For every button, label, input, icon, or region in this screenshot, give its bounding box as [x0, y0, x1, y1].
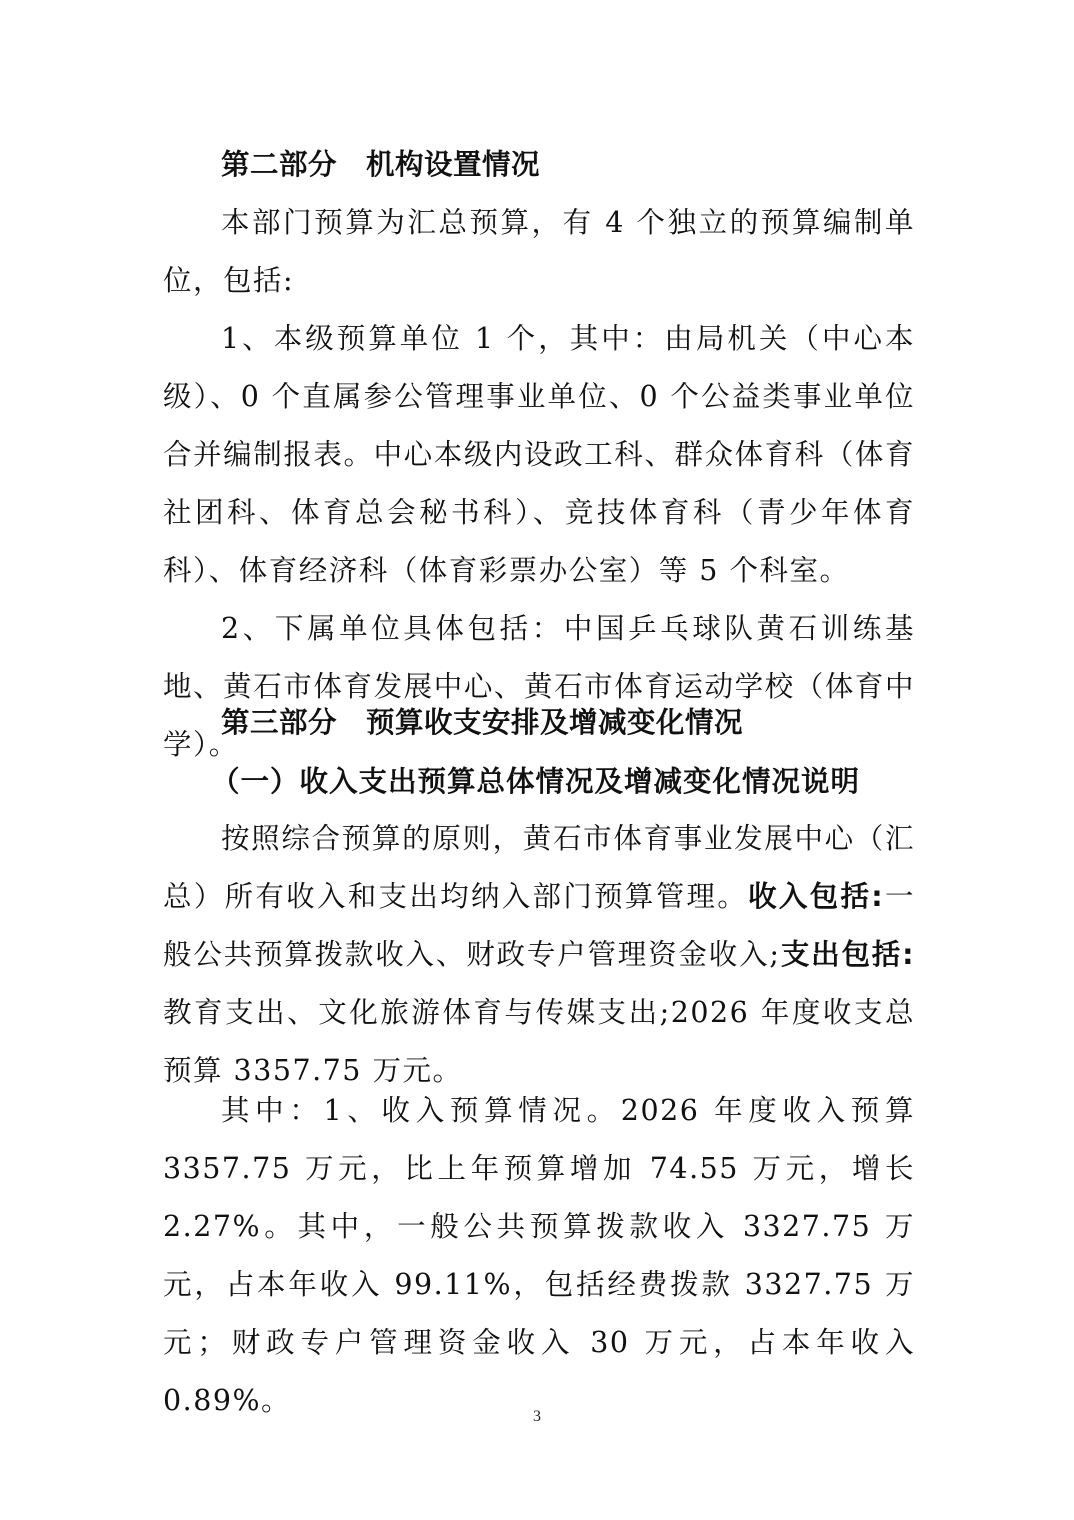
section2-block	[163, 136, 915, 774]
section2-intro: 本部门预算为汇总预算，有 4 个独立的预算编制单位，包括:	[163, 206, 915, 297]
section2-item1: 1、本级预算单位 1 个，其中：由局机关（中心本级）、0 个直属参公管理事业单位、0 个公益类事业单位合并编制报表。中心本级内设政工科、群众体育科（体育社团科、体育总会秘书科）、竞技体育科（青少年体育科）、体育经济科（体育彩票办公室）等 5 个科室。	[163, 322, 915, 587]
section3-subheading: （一）收入支出预算总体情况及增减变化情况说明	[211, 764, 861, 798]
section2-heading: 第二部分 机构设置情况	[221, 148, 541, 181]
section3-para1	[163, 810, 915, 1100]
para1-text-2: 一般公共预算拨款收入、财政专户管理资金收入;	[163, 880, 915, 971]
expense-label: 支出包括:	[780, 938, 915, 971]
page-number: 3	[533, 1408, 541, 1425]
section3-para2-block	[163, 1082, 915, 1430]
para1-text-1: 按照综合预算的原则，黄石市体育事业发展中心（汇总）所有收入和支出均纳入部门预算管理。	[163, 822, 915, 913]
section3-para2: 其中：1、收入预算情况。2026 年度收入预算 3357.75 万元，比上年预算增加 74.55 万元，增长 2.27%。其中，一般公共预算拨款收入 3327.75 万元，占本年收入 99.11%，包括经费拨款 3327.75 万元；财政专户管理资金收入 30 万元，占本年收入 0.89%。	[163, 1094, 915, 1417]
section2-item2: 2、下属单位具体包括：中国乒乓球队黄石训练基地、黄石市体育发展中心、黄石市体育运动学校（体育中学）。	[163, 612, 915, 761]
section3-block	[163, 694, 915, 1100]
para1-text-3: 教育支出、文化旅游体育与传媒支出;2026 年度收支总预算 3357.75 万元。	[163, 996, 915, 1087]
income-label: 收入包括:	[748, 880, 885, 913]
section3-heading: 第三部分 预算收支安排及增减变化情况	[221, 706, 744, 739]
